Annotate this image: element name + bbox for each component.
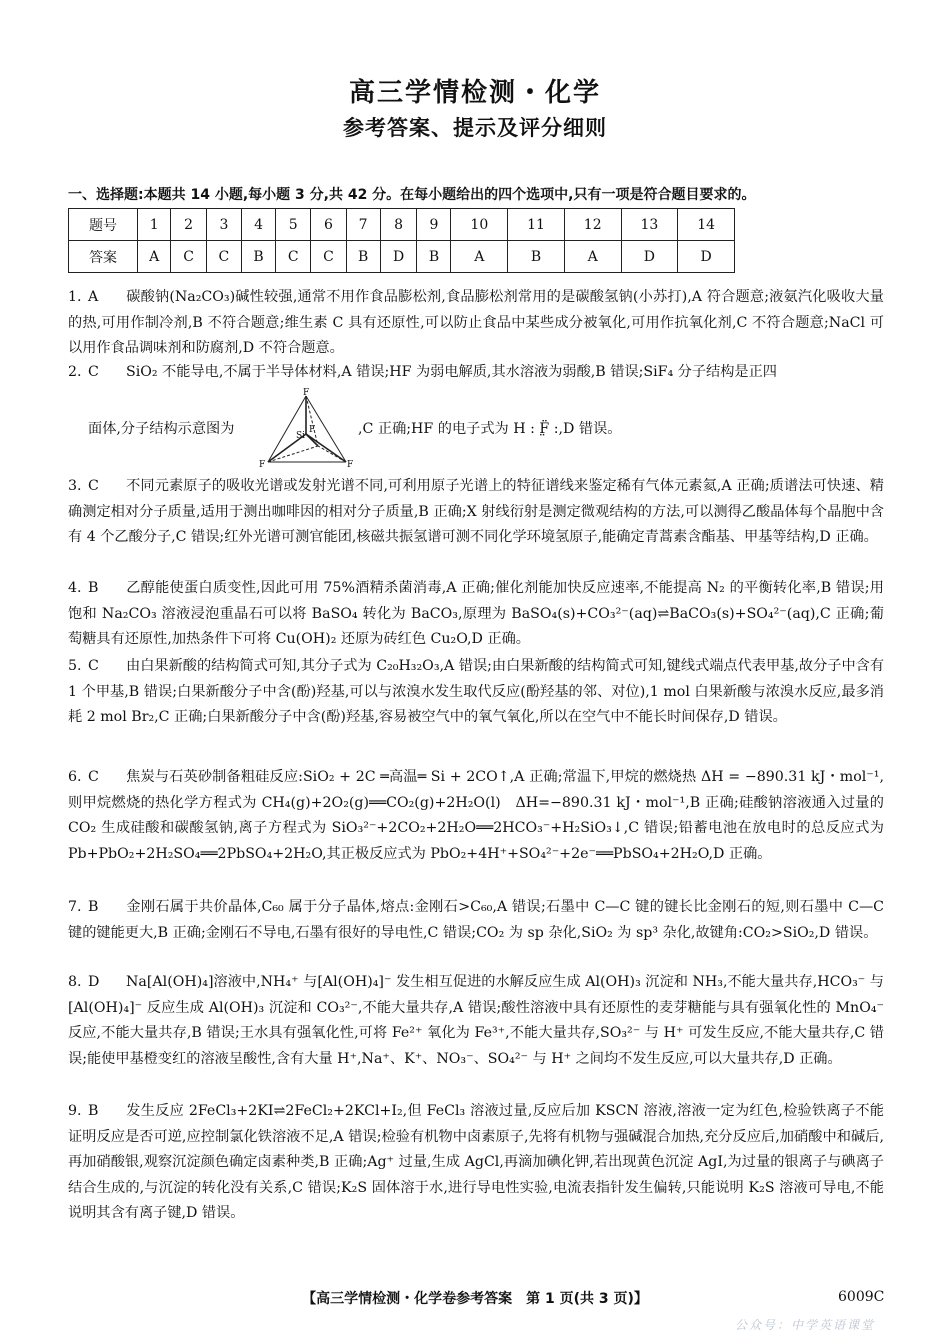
explanation-item-3 (68, 474, 884, 551)
question-number: 13 (621, 209, 678, 241)
item-number: 8. (68, 974, 82, 990)
section-heading: 一、选择题:本题共 14 小题,每小题 3 分,共 42 分。在每小题给出的四个选项中,只有一项是符合题目要求的。 (68, 187, 756, 203)
question-number: 11 (508, 209, 565, 241)
explanation-item-8 (68, 970, 884, 1072)
answer-table-answer-row (69, 241, 735, 273)
answer-table (68, 208, 735, 273)
answer-cell: C (171, 241, 206, 273)
item-text: SiO₂ 不能导电,不属于半导体材料,A 错误;HF 为弱电解质,其水溶液为弱酸,B 错误;SiF₄ 分子结构是正四 (126, 364, 777, 380)
number-row-label: 题号 (69, 209, 138, 241)
explanation-item-9 (68, 1099, 884, 1227)
page-title: 高三学情检测・化学 (348, 78, 601, 108)
answer-cell: D (380, 241, 417, 273)
page-subtitle: 参考答案、提示及评分细则 (343, 116, 607, 140)
answer-cell: A (138, 241, 171, 273)
question-number: 9 (417, 209, 451, 241)
answer-row-label: 答案 (69, 241, 138, 273)
explanation-item-6 (68, 765, 884, 867)
item-text: 乙醇能使蛋白质变性,因此可用 75%酒精杀菌消毒,A 正确;催化剂能加快反应速率,不能提高 N₂ 的平衡转化率,B 错误;用饱和 Na₂CO₃ 溶液浸泡重晶石可以将 BaSO₄ 转化为 BaCO₃,原理为 BaSO₄(s)+CO₃²⁻(aq)⇌BaCO₃(s)+SO₄²⁻(aq),C 正确;葡萄糖具有还原性,加热条件下可将 Cu(OH)₂ 还原为砖红色 Cu₂O,D 正确。 (68, 580, 884, 647)
item-text: 发生反应 2FeCl₃+2KI⇌2FeCl₂+2KCl+I₂,但 FeCl₃ 溶液过量,反应后加 KSCN 溶液,溶液一定为红色,检验铁离子不能证明反应是否可逆,应控制氯化铁溶液不足,A 错误;检验有机物中卤素原子,先将有机物与强碱混合加热,充分反应后,加硝酸中和碱后,再加硝酸银,观察沉淀颜色确定卤素种类,B 正确;Ag⁺ 过量,生成 AgCl,再滴加碘化钾,若出现黄色沉淀 AgI,为过量的银离子与碘离子结合生成的,与沉淀的转化没有关系,C 错误;K₂S 固体溶于水,进行导电性实验,电流表指针发生偏转,只能说明 K₂S 溶液可导电,不能说明其含有离子键,D 错误。 (68, 1103, 884, 1221)
paper-code: 6009C (838, 1289, 885, 1305)
item-number: 6. (68, 769, 82, 785)
item-answer-key: B (88, 899, 99, 915)
question-number: 12 (564, 209, 621, 241)
page-footer: 【高三学情检测・化学卷参考答案 第 1 页(共 3 页)】 (302, 1291, 648, 1307)
answer-table-number-row (69, 209, 735, 241)
answer-cell: B (242, 241, 276, 273)
question-number: 7 (346, 209, 380, 241)
item-text: 焦炭与石英砂制备粗硅反应:SiO₂ + 2C ═高温═ Si + 2CO↑,A 正确;常温下,甲烷的燃烧热 ΔH = −890.31 kJ・mol⁻¹,则甲烷燃烧的热化学方程式为 CH₄(g)+2O₂(g)══CO₂(g)+2H₂O(l) ΔH=−890.31 kJ・mol⁻¹,B 正确;硅酸钠溶液通入过量的 CO₂ 生成硅酸和碳酸氢钠,离子方程式为 SiO₃²⁻+2CO₂+2H₂O══2HCO₃⁻+H₂SiO₃↓,C 错误;铅蓄电池在放电时的总反应式为 Pb+PbO₂+2H₂SO₄══2PbSO₄+2H₂O,其正极反应式为 PbO₂+4H⁺+SO₄²⁻+2e⁻══PbSO₄+2H₂O,D 正确。 (68, 769, 884, 862)
item-text: 由白果新酸的结构简式可知,其分子式为 C₂₀H₃₂O₃,A 错误;由白果新酸的结构简式可知,键线式端点代表甲基,故分子中含有 1 个甲基,B 错误;白果新酸分子中含(酚)羟基,可以与浓溴水发生取代反应(酚羟基的邻、对位),1 mol 白果新酸与浓溴水反应,最多消耗 2 mol Br₂,C 正确;白果新酸分子中含(酚)羟基,容易被空气中的氧气氧化,所以在空气中不能长时间保存,D 错误。 (68, 658, 885, 725)
item-answer-key: C (88, 364, 99, 380)
item-answer-key: A (88, 289, 99, 305)
question-number: 14 (678, 209, 735, 241)
explanation-item-4 (68, 576, 884, 653)
watermark: 公众号：中学英语课堂 (735, 1318, 876, 1332)
explanation-item-5 (68, 654, 884, 731)
atom-label-si: Si (296, 431, 306, 441)
explanation-item-7 (68, 895, 884, 946)
atom-label-f-right: F (347, 460, 354, 470)
item-number: 7. (68, 899, 82, 915)
answer-cell: A (451, 241, 508, 273)
question-number: 5 (276, 209, 311, 241)
item-text: 金刚石属于共价晶体,C₆₀ 属于分子晶体,熔点:金刚石>C₆₀,A 错误;石墨中 C—C 键的键长比金刚石的短,则石墨中 C—C 键的键能更大,B 正确;金刚石不导电,石墨有很好的导电性,C 错误;CO₂ 为 sp 杂化,SiO₂ 为 sp³ 杂化,故键角:CO₂>SiO₂,D 错误。 (68, 899, 884, 941)
question-number: 4 (242, 209, 276, 241)
item-2-conclusion: ,C 正确;HF 的电子式为 H : F̤̈ :,D 错误。 (358, 421, 622, 437)
answer-cell: B (417, 241, 451, 273)
answer-cell: C (276, 241, 311, 273)
item-text: 碳酸钠(Na₂CO₃)碱性较强,通常不用作食品膨松剂,食品膨松剂常用的是碳酸氢钠(小苏打),A 符合题意;液氨汽化吸收大量的热,可用作制冷剂,B 不符合题意;维生素 C 具有还原性,可以防止食品中某些成分被氧化,可用作抗氧化剂,C 不符合题意;NaCl 可以用作食品调味剂和防腐剂,D 不符合题意。 (68, 289, 884, 356)
item-number: 2. (68, 364, 82, 380)
answer-cell: A (564, 241, 621, 273)
question-number: 10 (451, 209, 508, 241)
item-number: 1. (68, 289, 82, 305)
question-number: 1 (138, 209, 171, 241)
item-text: 不同元素原子的吸收光谱或发射光谱不同,可利用原子光谱上的特征谱线来鉴定稀有气体元素氦,A 正确;质谱法可快速、精确测定相对分子质量,适用于测出咖啡因的相对分子质量,B 正确;X 射线衍射是测定微观结构的方法,可以测得乙酸晶体每个晶胞中含有 4 个乙酸分子,C 错误;红外光谱可测官能团,核磁共振氢谱可测不同化学环境氢原子,能确定青蒿素含酯基、甲基等结构,D 正确。 (68, 478, 884, 545)
sif4-tetrahedron-diagram (258, 388, 354, 470)
explanation-item-2 (68, 360, 884, 386)
explanation-item-1 (68, 285, 884, 362)
item-number: 3. (68, 478, 82, 494)
question-number: 2 (171, 209, 206, 241)
answer-cell: D (678, 241, 735, 273)
item-answer-key: C (88, 658, 99, 674)
item-answer-key: D (88, 974, 100, 990)
item-2-continuation: 面体,分子结构示意图为 (88, 421, 235, 437)
answer-cell: B (346, 241, 380, 273)
question-number: 3 (206, 209, 241, 241)
tetra-edge (268, 396, 306, 462)
item-answer-key: C (88, 478, 99, 494)
item-answer-key: B (88, 1103, 99, 1119)
atom-label-f-left: F (259, 460, 266, 470)
item-number: 4. (68, 580, 82, 596)
question-number: 8 (380, 209, 417, 241)
item-text: Na[Al(OH)₄]溶液中,NH₄⁺ 与[Al(OH)₄]⁻ 发生相互促进的水解反应生成 Al(OH)₃ 沉淀和 NH₃,不能大量共存,HCO₃⁻ 与[Al(OH)₄]⁻ 反应生成 Al(OH)₃ 沉淀和 CO₃²⁻,不能大量共存,A 错误;酸性溶液中具有还原性的麦芽糖能与具有强氧化性的 MnO₄⁻ 反应,不能大量共存,B 错误;王水具有强氧化性,可将 Fe²⁺ 氧化为 Fe³⁺,不能大量共存,SO₃²⁻ 与 H⁺ 可发生反应,不能大量共存,C 错误;能使甲基橙变红的溶液呈酸性,含有大量 H⁺,Na⁺、K⁺、NO₃⁻、SO₄²⁻ 与 H⁺ 之间均不发生反应,可以大量共存,D 正确。 (68, 974, 884, 1067)
item-answer-key: B (88, 580, 99, 596)
answer-cell: C (206, 241, 241, 273)
question-number: 6 (311, 209, 346, 241)
atom-label-f-inner: F (309, 425, 316, 435)
item-number: 9. (68, 1103, 82, 1119)
item-2-structure-row (88, 388, 888, 470)
answer-cell: D (621, 241, 678, 273)
item-number: 5. (68, 658, 82, 674)
answer-cell: B (508, 241, 565, 273)
item-answer-key: C (88, 769, 99, 785)
answer-cell: C (311, 241, 346, 273)
atom-label-f-top: F (303, 388, 310, 398)
